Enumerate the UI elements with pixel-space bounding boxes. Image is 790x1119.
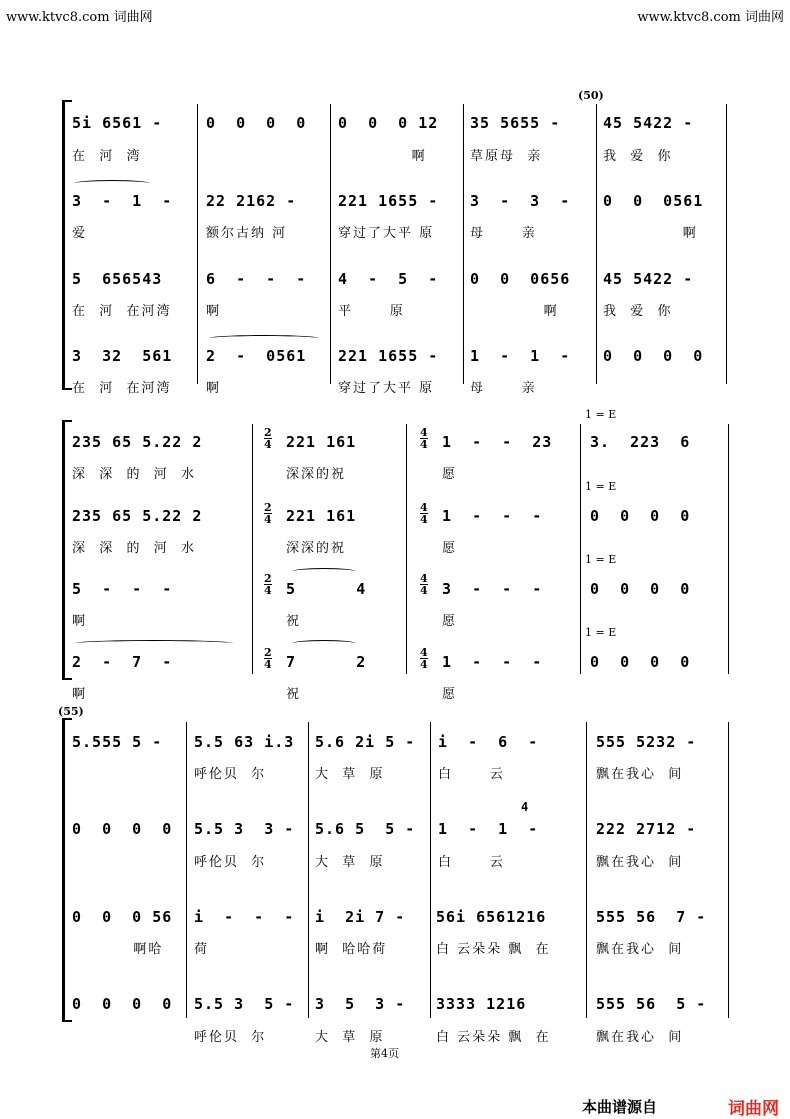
time-signature: 4 4: [420, 501, 428, 526]
lyric: 深 深 的 河 水: [72, 541, 197, 556]
notes: 35 5655 -: [470, 114, 561, 132]
notes: 1 - - -: [442, 507, 543, 525]
notes: 3 - 1 -: [72, 192, 173, 210]
notes: 45 5422 -: [603, 114, 694, 132]
notes: 221 1655 -: [338, 192, 439, 210]
lyric: 大 草 原: [315, 1030, 385, 1045]
notes: 5.5 3 5 -: [194, 995, 295, 1013]
notes: 2 - 7 -: [72, 653, 173, 671]
time-signature: 2 4: [264, 501, 272, 526]
system-bracket: [62, 100, 65, 390]
lyric: 草原母 亲: [470, 149, 543, 164]
lyric: 愿: [442, 614, 458, 629]
notes: 5.5 63 i.3: [194, 733, 295, 751]
notes: i 2i 7 -: [315, 908, 406, 926]
barline: [186, 722, 187, 1018]
notes: 0 0 0 56: [72, 908, 173, 926]
lyric: 深深的祝: [286, 541, 347, 556]
page-header-right: www.ktvc8.com 词曲网: [637, 10, 784, 25]
lyric: 啊: [338, 149, 427, 164]
notes: 221 1655 -: [338, 347, 439, 365]
notes: 3. 223 6: [590, 433, 691, 451]
lyric: 啊: [603, 226, 698, 241]
notes: 1 - - -: [442, 653, 543, 671]
notes: 222 2712 -: [596, 820, 697, 838]
lyric: 大 草 原: [315, 767, 385, 782]
notes: 5.5 3 3 -: [194, 820, 295, 838]
lyric: 呼伦贝 尔: [194, 855, 267, 870]
notes: 45 5422 -: [603, 270, 694, 288]
lyric: 啊: [206, 304, 222, 319]
lyric: 我 爱 你: [603, 304, 673, 319]
notes: 221 161: [286, 433, 357, 451]
notes: 3333 1216: [436, 995, 527, 1013]
lyric: 愿: [442, 687, 458, 702]
lyric: 在 河 湾: [72, 149, 142, 164]
notes: 1 - - 23: [442, 433, 553, 451]
lyric: 深 深 的 河 水: [72, 467, 197, 482]
notes: i - - -: [194, 908, 295, 926]
footer-source-label: 本曲谱源自: [582, 1098, 658, 1116]
notes: 5.6 2i 5 -: [315, 733, 416, 751]
lyric: 爱: [72, 226, 88, 241]
lyric: 啊: [72, 687, 88, 702]
key-signature: 1 = E: [585, 480, 617, 493]
notes: 235 65 5.22 2: [72, 433, 203, 451]
lyric: 荷: [194, 942, 210, 957]
notes: 5i 6561 -: [72, 114, 163, 132]
notes: 0 0 0 0: [72, 820, 173, 838]
lyric: 深深的祝: [286, 467, 347, 482]
barline: [463, 104, 464, 384]
lyric: 白 云: [438, 767, 505, 782]
notes: 4 - 5 -: [338, 270, 439, 288]
lyric: 白 云朵朵 飘 在: [436, 942, 551, 957]
measure-number: (50): [578, 89, 604, 102]
notes: 0 0 0 0: [590, 653, 691, 671]
barline: [430, 722, 431, 1018]
notes: 7 2: [286, 653, 367, 671]
lyric: 啊: [470, 304, 559, 319]
lyric: 祝: [286, 687, 302, 702]
lyric: 啊 哈哈荷: [315, 942, 388, 957]
notes: 1 - 1 -: [470, 347, 571, 365]
notes: 3 - - -: [442, 580, 543, 598]
barline: [728, 722, 729, 1018]
time-signature: 2 4: [264, 572, 272, 597]
notes: 555 56 7 -: [596, 908, 707, 926]
notes: 6 - - -: [206, 270, 307, 288]
notes: 22 2162 -: [206, 192, 297, 210]
lyric: 呼伦贝 尔: [194, 767, 267, 782]
lyric: 啊哈: [72, 942, 164, 957]
lyric: 啊: [72, 614, 88, 629]
notes: 5.555 5 -: [72, 733, 163, 751]
notes: 2 - 0561: [206, 347, 307, 365]
footer-logo[interactable]: 词曲网: [728, 1099, 779, 1119]
notes: 3 - 3 -: [470, 192, 571, 210]
lyric: 白 云: [438, 855, 505, 870]
notes: 0 0 0 0: [590, 507, 691, 525]
notes: 1 - 1 -: [438, 820, 539, 838]
page-number: 第4页: [370, 1047, 399, 1060]
barline: [330, 104, 331, 384]
time-signature: 4 4: [420, 646, 428, 671]
measure-number: (55): [58, 705, 84, 718]
notes: 0 0 0656: [470, 270, 571, 288]
lyric: 愿: [442, 541, 458, 556]
tie: [292, 640, 356, 647]
lyric: 白 云朵朵 飘 在: [436, 1030, 551, 1045]
notes: 221 161: [286, 507, 357, 525]
slur: [74, 180, 150, 187]
notes: 235 65 5.22 2: [72, 507, 203, 525]
notes: 5 - - -: [72, 580, 173, 598]
key-signature: 1 = E: [585, 408, 617, 421]
barline: [580, 424, 581, 674]
lyric: 母 亲: [470, 381, 537, 396]
tie: [74, 640, 234, 647]
time-signature: 4 4: [420, 426, 428, 451]
barline: [252, 424, 253, 674]
key-signature: 1 = E: [585, 553, 617, 566]
barline: [586, 722, 587, 1018]
notes: 0 0 0 0: [206, 114, 307, 132]
notes: 0 0 0 0: [603, 347, 704, 365]
lyric: 额尔古纳 河: [206, 226, 288, 241]
notes: 5.6 5 5 -: [315, 820, 416, 838]
lyric: 大 草 原: [315, 855, 385, 870]
lyric: 在 河 在河湾: [72, 304, 172, 319]
notes: 555 5232 -: [596, 733, 697, 751]
chord-mark: 4: [521, 800, 530, 814]
lyric: 啊: [206, 381, 222, 396]
lyric: 愿: [442, 467, 458, 482]
lyric: 祝: [286, 614, 302, 629]
system-bracket: [62, 718, 65, 1022]
lyric: 母 亲: [470, 226, 537, 241]
time-signature: 2 4: [264, 646, 272, 671]
barline: [728, 424, 729, 674]
lyric: 穿过了大平 原: [338, 381, 435, 396]
notes: 56i 6561216: [436, 908, 547, 926]
lyric: 呼伦贝 尔: [194, 1030, 267, 1045]
lyric: 平 原: [338, 304, 405, 319]
barline: [308, 722, 309, 1018]
system-bracket: [62, 420, 65, 680]
notes: 0 0 0 0: [72, 995, 173, 1013]
notes: i - 6 -: [438, 733, 539, 751]
lyric: 我 爱 你: [603, 149, 673, 164]
time-signature: 2 4: [264, 426, 272, 451]
notes: 3 32 561: [72, 347, 173, 365]
page-header-left: www.ktvc8.com 词曲网: [6, 10, 153, 25]
barline: [596, 104, 597, 384]
notes: 0 0 0561: [603, 192, 704, 210]
notes: 0 0 0 0: [590, 580, 691, 598]
notes: 0 0 0 12: [338, 114, 439, 132]
lyric: 飘在我心 间: [596, 855, 684, 870]
tie: [292, 568, 356, 575]
barline: [406, 424, 407, 674]
barline: [197, 104, 198, 384]
notes: 5 4: [286, 580, 367, 598]
notes: 555 56 5 -: [596, 995, 707, 1013]
barline: [726, 104, 727, 384]
notes: 5 656543: [72, 270, 163, 288]
time-signature: 4 4: [420, 572, 428, 597]
slur: [208, 335, 320, 342]
key-signature: 1 = E: [585, 626, 617, 639]
lyric: 飘在我心 间: [596, 1030, 684, 1045]
lyric: 飘在我心 间: [596, 767, 684, 782]
lyric: 穿过了大平 原: [338, 226, 435, 241]
lyric: 飘在我心 间: [596, 942, 684, 957]
lyric: 在 河 在河湾: [72, 381, 172, 396]
notes: 3 5 3 -: [315, 995, 406, 1013]
